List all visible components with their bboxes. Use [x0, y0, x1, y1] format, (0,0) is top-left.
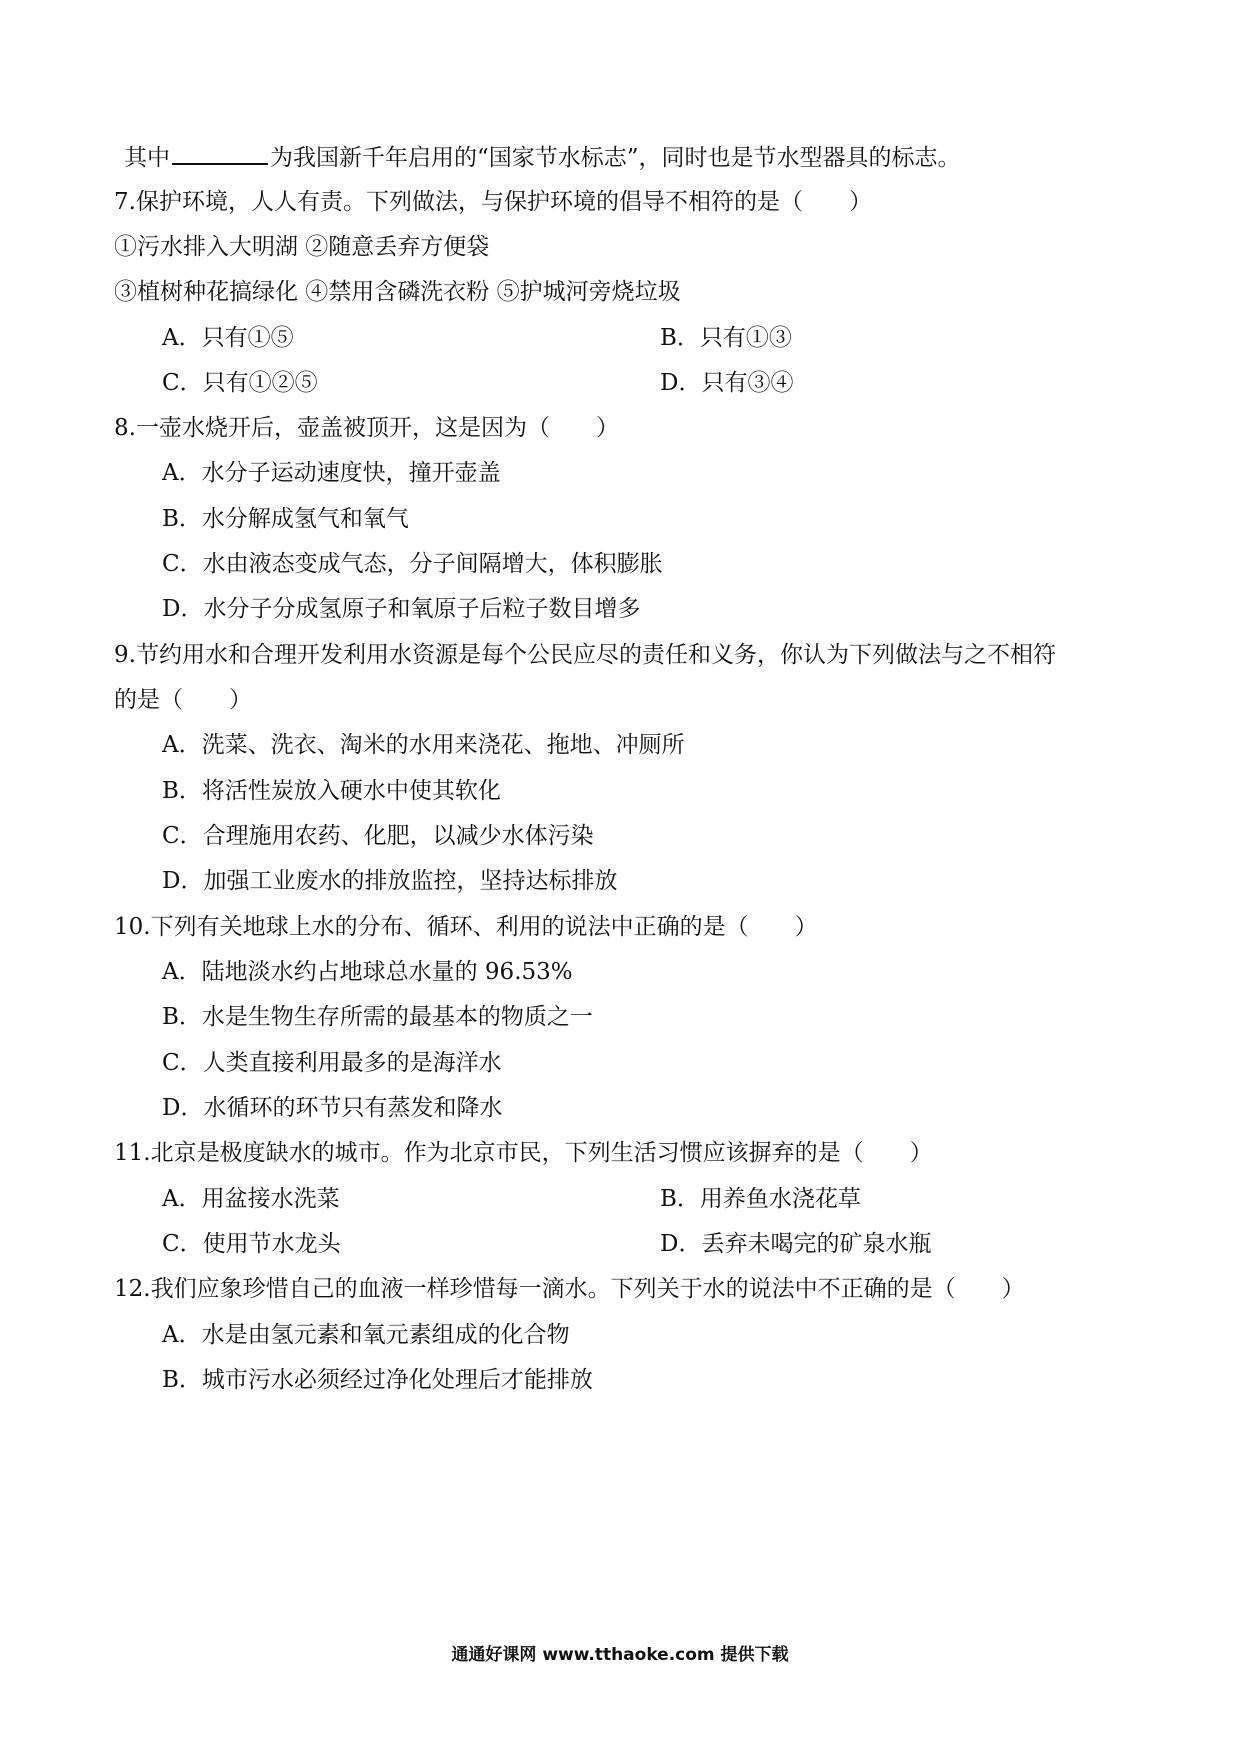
q8-stem: 8.一壶水烧开后，壶盖被顶开，这是因为（ ） [114, 415, 619, 441]
q7-items-line1: ①污水排入大明湖 ②随意丢弃方便袋 [114, 234, 490, 260]
q7-option-b: B．只有①③ [660, 325, 792, 351]
q9-stem-line2: 的是（ ） [114, 687, 252, 713]
q10-stem: 10.下列有关地球上水的分布、循环、利用的说法中正确的是（ ） [114, 914, 818, 940]
q10-option-b: B．水是生物生存所需的最基本的物质之一 [162, 1004, 593, 1030]
intro-prefix: 其中 [124, 145, 170, 171]
q7-items-line2: ③植树种花搞绿化 ④禁用含磷洗衣粉 ⑤护城河旁烧垃圾 [114, 279, 681, 305]
q7-option-a: A．只有①⑤ [162, 325, 294, 351]
q11-option-b: B．用养鱼水浇花草 [660, 1186, 861, 1212]
q11-stem: 11.北京是极度缺水的城市。作为北京市民，下列生活习惯应该摒弃的是（ ） [114, 1140, 933, 1166]
q10-option-d: D．水循环的环节只有蒸发和降水 [162, 1095, 503, 1121]
q10-option-c: C．人类直接利用最多的是海洋水 [162, 1050, 502, 1076]
q7-stem: 7.保护环境，人人有责。下列做法，与保护环境的倡导不相符的是（ ） [114, 189, 872, 215]
q8-option-c: C．水由液态变成气态，分子间隔增大，体积膨胀 [162, 551, 663, 577]
page-footer: 通通好课网 www.tthaoke.com 提供下载 [451, 1645, 789, 1665]
intro-line [124, 141, 961, 174]
intro-suffix: 为我国新千年启用的“国家节水标志”，同时也是节水型器具的标志。 [270, 145, 961, 171]
q12-stem: 12.我们应象珍惜自己的血液一样珍惜每一滴水。下列关于水的说法中不正确的是（ ） [114, 1276, 1025, 1302]
q11-option-d: D．丢弃未喝完的矿泉水瓶 [660, 1231, 932, 1257]
q11-option-a: A．用盆接水洗菜 [162, 1186, 340, 1212]
q9-option-d: D．加强工业废水的排放监控，坚持达标排放 [162, 868, 618, 894]
q9-option-c: C．合理施用农药、化肥，以减少水体污染 [162, 823, 594, 849]
q8-option-a: A．水分子运动速度快，撞开壶盖 [162, 460, 501, 486]
q9-option-a: A．洗菜、洗衣、淘米的水用来浇花、拖地、冲厕所 [162, 732, 685, 758]
q8-option-b: B．水分解成氢气和氧气 [162, 506, 409, 532]
q8-option-d: D．水分子分成氢原子和氧原子后粒子数目增多 [162, 596, 641, 622]
answer-blank [172, 141, 268, 165]
q12-option-b: B．城市污水必须经过净化处理后才能排放 [162, 1367, 593, 1393]
q7-option-c: C．只有①②⑤ [162, 370, 318, 396]
q9-stem-line1: 9.节约用水和合理开发利用水资源是每个公民应尽的责任和义务，你认为下列做法与之不相符 [114, 642, 1056, 668]
q9-option-b: B．将活性炭放入硬水中使其软化 [162, 778, 501, 804]
q7-option-d: D．只有③④ [660, 370, 794, 396]
q12-option-a: A．水是由氢元素和氧元素组成的化合物 [162, 1322, 570, 1348]
q10-option-a: A．陆地淡水约占地球总水量的 96.53% [162, 959, 573, 985]
q11-option-c: C．使用节水龙头 [162, 1231, 341, 1257]
